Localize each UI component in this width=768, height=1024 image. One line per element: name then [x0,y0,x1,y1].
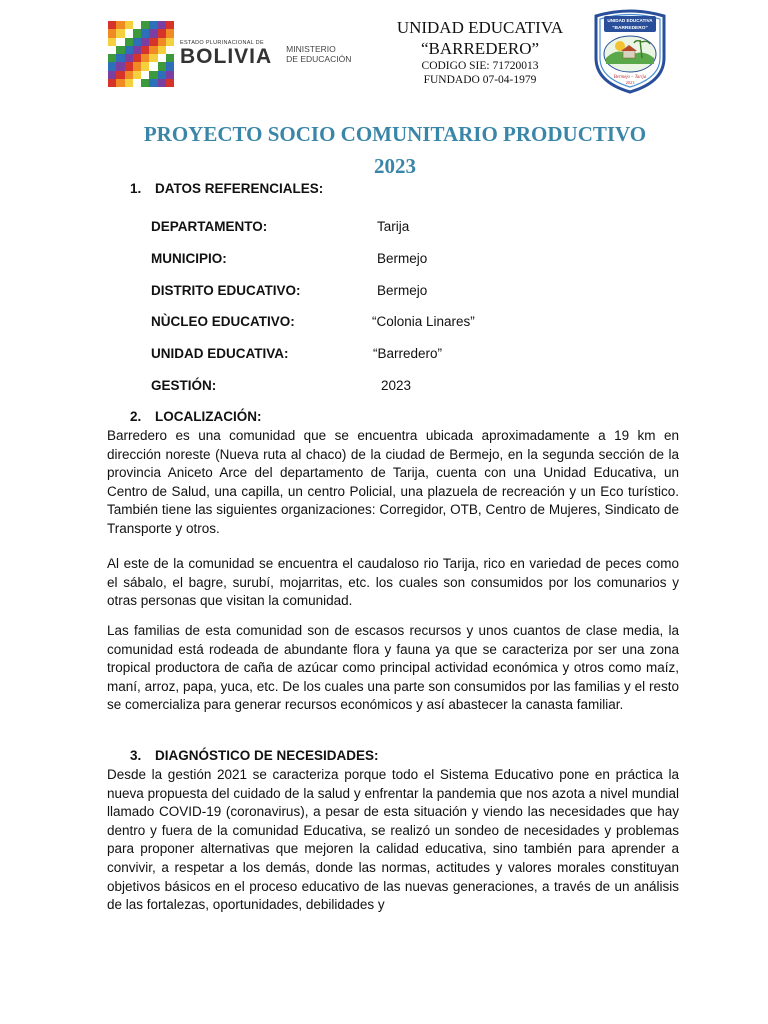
datos-label: MUNICIPIO: [151,251,227,266]
paragraph: Al este de la comunidad se encuentra el caudaloso rio Tarija, rico en variedad de peces como el sábalo, el bagre, surubí, mojarritas, etc. los cuales son consumidos por los comunarios y otras personas que visitan la comunidad. [107,556,679,609]
mosaic-tile [149,79,157,87]
state-title: BOLIVIA [180,45,273,68]
mosaic-tile [158,54,166,62]
mosaic-tile [166,21,174,29]
mosaic-tile [149,62,157,70]
mosaic-tile [149,38,157,46]
mosaic-tile [141,29,149,37]
mosaic-tile [141,79,149,87]
mosaic-tile [108,54,116,62]
mosaic-tile [125,79,133,87]
mosaic-tile [166,62,174,70]
mosaic-tile [116,71,124,79]
mosaic-tile [158,62,166,70]
mosaic-tile [108,29,116,37]
mosaic-tile [108,62,116,70]
mosaic-tile [125,38,133,46]
datos-label: DEPARTAMENTO: [151,219,268,234]
paragraph: Desde la gestión 2021 se caracteriza porque todo el Sistema Educativo pone en práctica la nueva propuesta del cuidado de la salud y enfrentar la pandemia que nos azota a nivel mundial llamado COVID-19 (coronavirus), a pesar de esta situación y viendo las necesidades que hay dentro y fuera de la comunidad Educativa, se realizó un sondeo de necesidades y problemas para proponer alternativas que mejoren la calidad educativa, sino también para aprender a convivir, a respetar a los demás, donde las normas, actitudes y valores morales constituyan objetivos básicos en el proceso educativo de las nuevas generaciones, a través de un análisis de las fortalezas, oportunidades, debilidades y [107,767,679,913]
mosaic-tile [158,29,166,37]
mosaic-tile [116,54,124,62]
badge-year: 2023 [625,80,635,85]
mosaic-tile [149,46,157,54]
section-title: DATOS REFERENCIALES: [155,181,324,196]
state-name [180,40,272,68]
badge-top-text: UNIDAD EDUCATIVA [607,18,653,23]
badge-name: "BARREDERO" [612,26,648,31]
paragraph: Barredero es una comunidad que se encuentra ubicada aproximadamente a 19 km en dirección noreste (Nueva ruta al chaco) de la ciudad de Bermejo, en la segunda sección de la provincia Aniceto Arce del departamento de Tarija, cuenta con una Unidad Educativa, un Centro de Salud, una capilla, un centro Policial, una plazuela de recreación y un Eco turístico. También tiene las siguientes organizaciones: Corregidor, OTB, Centro de Mujeres, Sindicato de Transporte y otros. [107,428,679,536]
mosaic-tile [116,21,124,29]
title-line-1: PROYECTO SOCIO COMUNITARIO PRODUCTIVO [143,122,647,146]
mosaic-tile [133,54,141,62]
section-number: 1. [130,181,142,196]
state-subtitle: ESTADO PLURINACIONAL DE [180,40,264,46]
school-name-line-1: UNIDAD EDUCATIVA [396,18,564,37]
school-code: CODIGO SIE: 71720013 [421,60,539,72]
mosaic-tile [133,29,141,37]
mosaic-tile [166,79,174,87]
datos-label: NÙCLEO EDUCATIVO: [151,314,295,329]
mosaic-tile [125,21,133,29]
badge-place: Bermejo – Tarija [613,75,647,80]
mosaic-tile [133,79,141,87]
mosaic-tile [158,79,166,87]
mosaic-tile [108,46,116,54]
section-title: LOCALIZACIÓN: [155,409,262,424]
mosaic-tile [166,38,174,46]
section-number: 3. [130,748,142,763]
mosaic-tile [108,21,116,29]
mosaic-tile [149,21,157,29]
ministry-name [286,44,351,64]
mosaic-tile [116,62,124,70]
mosaic-tile [149,29,157,37]
datos-row [151,314,631,332]
mosaic-tile [141,71,149,79]
school-founded: FUNDADO 07-04-1979 [423,74,537,86]
datos-row [151,219,631,237]
mosaic-tile [125,29,133,37]
mosaic-tile [133,46,141,54]
school-name-line-2: “BARREDERO” [420,39,540,58]
datos-value: “Colonia Linares” [372,314,475,329]
mosaic-tile [166,71,174,79]
mosaic-tile [158,71,166,79]
mosaic-tile [141,21,149,29]
title-line-2: 2023 [374,154,416,178]
mosaic-tile [133,62,141,70]
section-heading-diagnostico [130,748,379,763]
mosaic-tile [149,71,157,79]
mosaic-tile [125,54,133,62]
mosaic-tile [125,62,133,70]
mosaic-tile [116,79,124,87]
mosaic-tile [166,54,174,62]
mosaic-tile [141,54,149,62]
school-badge-emblem [590,8,670,94]
mosaic-tile [108,79,116,87]
mosaic-tile [141,62,149,70]
datos-row [151,346,631,364]
datos-value: Bermejo [377,251,428,266]
datos-label: UNIDAD EDUCATIVA: [151,346,289,361]
mosaic-tile [108,38,116,46]
datos-label: GESTIÓN: [151,378,217,393]
mosaic-tile [166,29,174,37]
bolivia-mosaic-emblem [108,21,174,87]
datos-value: Tarija [377,219,410,234]
mosaic-tile [149,54,157,62]
mosaic-tile [125,71,133,79]
mosaic-tile [116,46,124,54]
mosaic-tile [116,29,124,37]
mosaic-tile [158,38,166,46]
section-title: DIAGNÓSTICO DE NECESIDADES: [155,748,379,763]
paragraph: Las familias de esta comunidad son de escasos recursos y unos cuantos de clase media, la comunidad está rodeada de abundante flora y fauna ya que se caracteriza por ser una zona tropical productora de caña de azúcar como principal actividad económica y otros como maíz, maní, arroz, papa, yuca, etc. De los cuales una parte son consumidos por las familias y el resto se comercializa para generar recursos económicos y así abastecer la canasta familiar. [107,623,679,713]
datos-value: 2023 [381,378,412,393]
section-heading-localizacion [130,409,261,424]
datos-row [151,251,631,269]
mosaic-tile [166,46,174,54]
datos-row [151,378,631,396]
mosaic-tile [141,38,149,46]
mosaic-tile [141,46,149,54]
mosaic-tile [108,71,116,79]
datos-value: “Barredero” [373,346,443,361]
mosaic-tile [158,21,166,29]
datos-label: DISTRITO EDUCATIVO: [151,283,301,298]
mosaic-tile [125,46,133,54]
document-title [100,118,690,182]
mosaic-tile [133,71,141,79]
mosaic-tile [116,38,124,46]
mosaic-tile [133,38,141,46]
datos-value: Bermejo [377,283,428,298]
datos-row [151,283,631,301]
ministry-line-1: MINISTERIO [286,44,336,54]
mosaic-tile [133,21,141,29]
ministry-logo [108,18,360,90]
mosaic-tile [158,46,166,54]
ministry-line-2: DE EDUCACIÓN [286,54,352,64]
section-heading-datos [130,181,323,196]
section-number: 2. [130,409,142,424]
school-header [380,17,580,87]
